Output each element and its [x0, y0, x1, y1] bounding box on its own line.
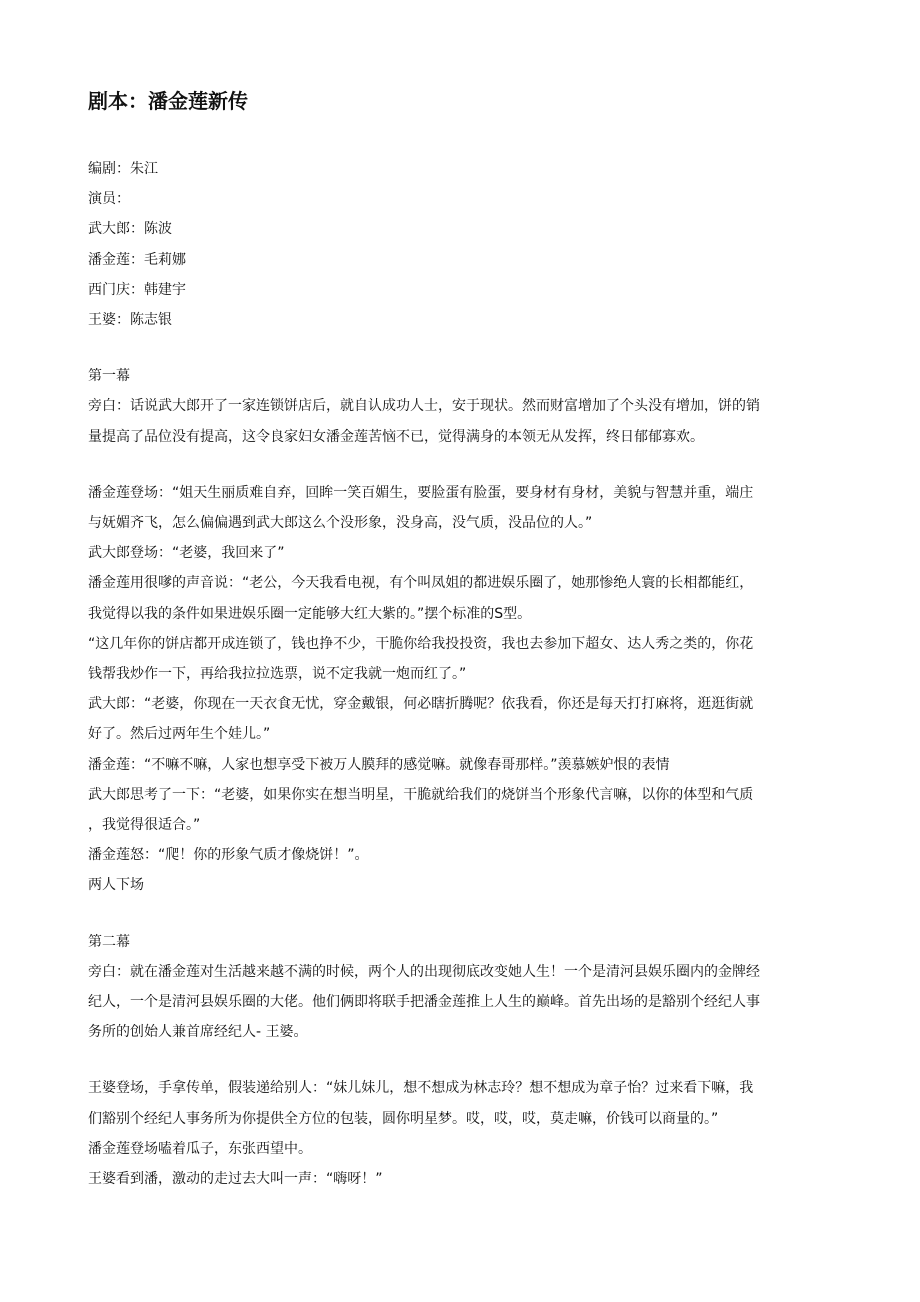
act2-dialogue-line: 王婆登场，手拿传单，假装递给别人：“妹儿妹儿，想不想成为林志玲？想不想成为章子怡？过来看下嘛，我 — [88, 1080, 754, 1097]
credit-pan-jinlian: 潘金莲：毛莉娜 — [88, 251, 186, 268]
act1-dialogue-line: 武大郎思考了一下：“老婆，如果你实在想当明星，干脆就给我们的烧饼当个形象代言嘛，以你的体型和气质 — [88, 786, 754, 803]
act1-narration-line: 旁白：话说武大郎开了一家连锁饼店后，就自认成功人士，安于现状。然而财富增加了个头没有增加，饼的销 — [88, 398, 760, 415]
credit-cast-heading: 演员： — [88, 191, 130, 208]
act2-heading: 第二幕 — [88, 933, 130, 950]
act2-dialogue-line: 王婆看到潘，激动的走过去大叫一声：“嗨呀！” — [88, 1171, 383, 1188]
spacer — [88, 452, 838, 478]
act2-dialogue-line: 潘金莲登场嗑着瓜子，东张西望中。 — [88, 1140, 312, 1157]
act1-dialogue-line: ，我觉得很适合。” — [88, 817, 201, 834]
script-document — [88, 84, 838, 1194]
act1-dialogue-line: 武大郎：“老婆，你现在一天衣食无忧，穿金戴银，何必瞎折腾呢？依我看，你还是每天打打麻将，逛逛街就 — [88, 696, 754, 713]
act2-narration-line: 务所的创始人兼首席经纪人- 王婆。 — [88, 1024, 308, 1041]
act2-dialogue-line: 们豁别个经纪人事务所为你提供全方位的包装，圆你明星梦。哎，哎，哎，莫走嘛，价钱可以商量的。” — [88, 1110, 719, 1127]
act1-stage-direction: 两人下场 — [88, 877, 144, 894]
document-title: 剧本：潘金莲新传 — [88, 89, 248, 113]
act1-dialogue-line: 钱帮我炒作一下，再给我拉拉选票，说不定我就一炮而红了。” — [88, 666, 467, 683]
act1-dialogue-line: 潘金莲：“不嘛不嘛，人家也想享受下被万人膜拜的感觉嘛。就像春哥那样。”羡慕嫉妒恨的表情 — [88, 756, 670, 773]
act1-dialogue-line: 潘金莲用很嗲的声音说：“老公，今天我看电视，有个叫凤姐的都进娱乐圈了，她那惨绝人寰的长相都能红， — [88, 575, 754, 592]
credit-writer: 编剧：朱江 — [88, 161, 158, 177]
act2-section — [88, 927, 838, 1195]
spacer — [88, 1047, 838, 1073]
credit-ximen-qing: 西门庆：韩建宇 — [88, 281, 186, 298]
act1-section — [88, 361, 838, 900]
credit-wang-po: 王婆：陈志银 — [88, 312, 172, 329]
act1-dialogue-line: “这几年你的饼店都开成连锁了，钱也挣不少，干脆你给我投投资，我也去参加下超女、达人秀之类的，你花 — [88, 635, 754, 652]
act1-dialogue-line: 武大郎登场：“老婆，我回来了” — [88, 545, 285, 562]
credits-section — [88, 154, 838, 335]
act1-dialogue-line: 潘金莲登场：“姐天生丽质难自弃，回眸一笑百媚生，要脸蛋有脸蛋，要身材有身材，美貌与智慧并重，端庄 — [88, 484, 754, 501]
act1-dialogue-line: 潘金莲怒：“爬！你的形象气质才像烧饼！”。 — [88, 847, 369, 864]
credit-wu-dalang: 武大郎：陈波 — [88, 221, 172, 238]
act1-dialogue-line: 我觉得以我的条件如果进娱乐圈一定能够大红大紫的。”摆个标准的S型。 — [88, 605, 532, 622]
act2-narration-line: 纪人，一个是清河县娱乐圈的大佬。他们俩即将联手把潘金莲推上人生的巅峰。首先出场的是豁别个经纪人事 — [88, 994, 760, 1011]
spacer — [88, 335, 838, 361]
act1-heading: 第一幕 — [88, 368, 130, 385]
act1-narration-line: 量提高了品位没有提高，这令良家妇女潘金莲苦恼不已，觉得满身的本领无从发挥，终日郁郁寡欢。 — [88, 428, 704, 445]
act1-dialogue-line: 好了。然后过两年生个娃儿。” — [88, 726, 271, 743]
act1-dialogue-line: 与妩媚齐飞，怎么偏偏遇到武大郎这么个没形象，没身高，没气质，没品位的人。” — [88, 515, 593, 532]
act2-narration-line: 旁白：就在潘金莲对生活越来越不满的时候，两个人的出现彻底改变她人生！一个是清河县娱乐圈内的金牌经 — [88, 963, 760, 980]
spacer — [88, 901, 838, 927]
